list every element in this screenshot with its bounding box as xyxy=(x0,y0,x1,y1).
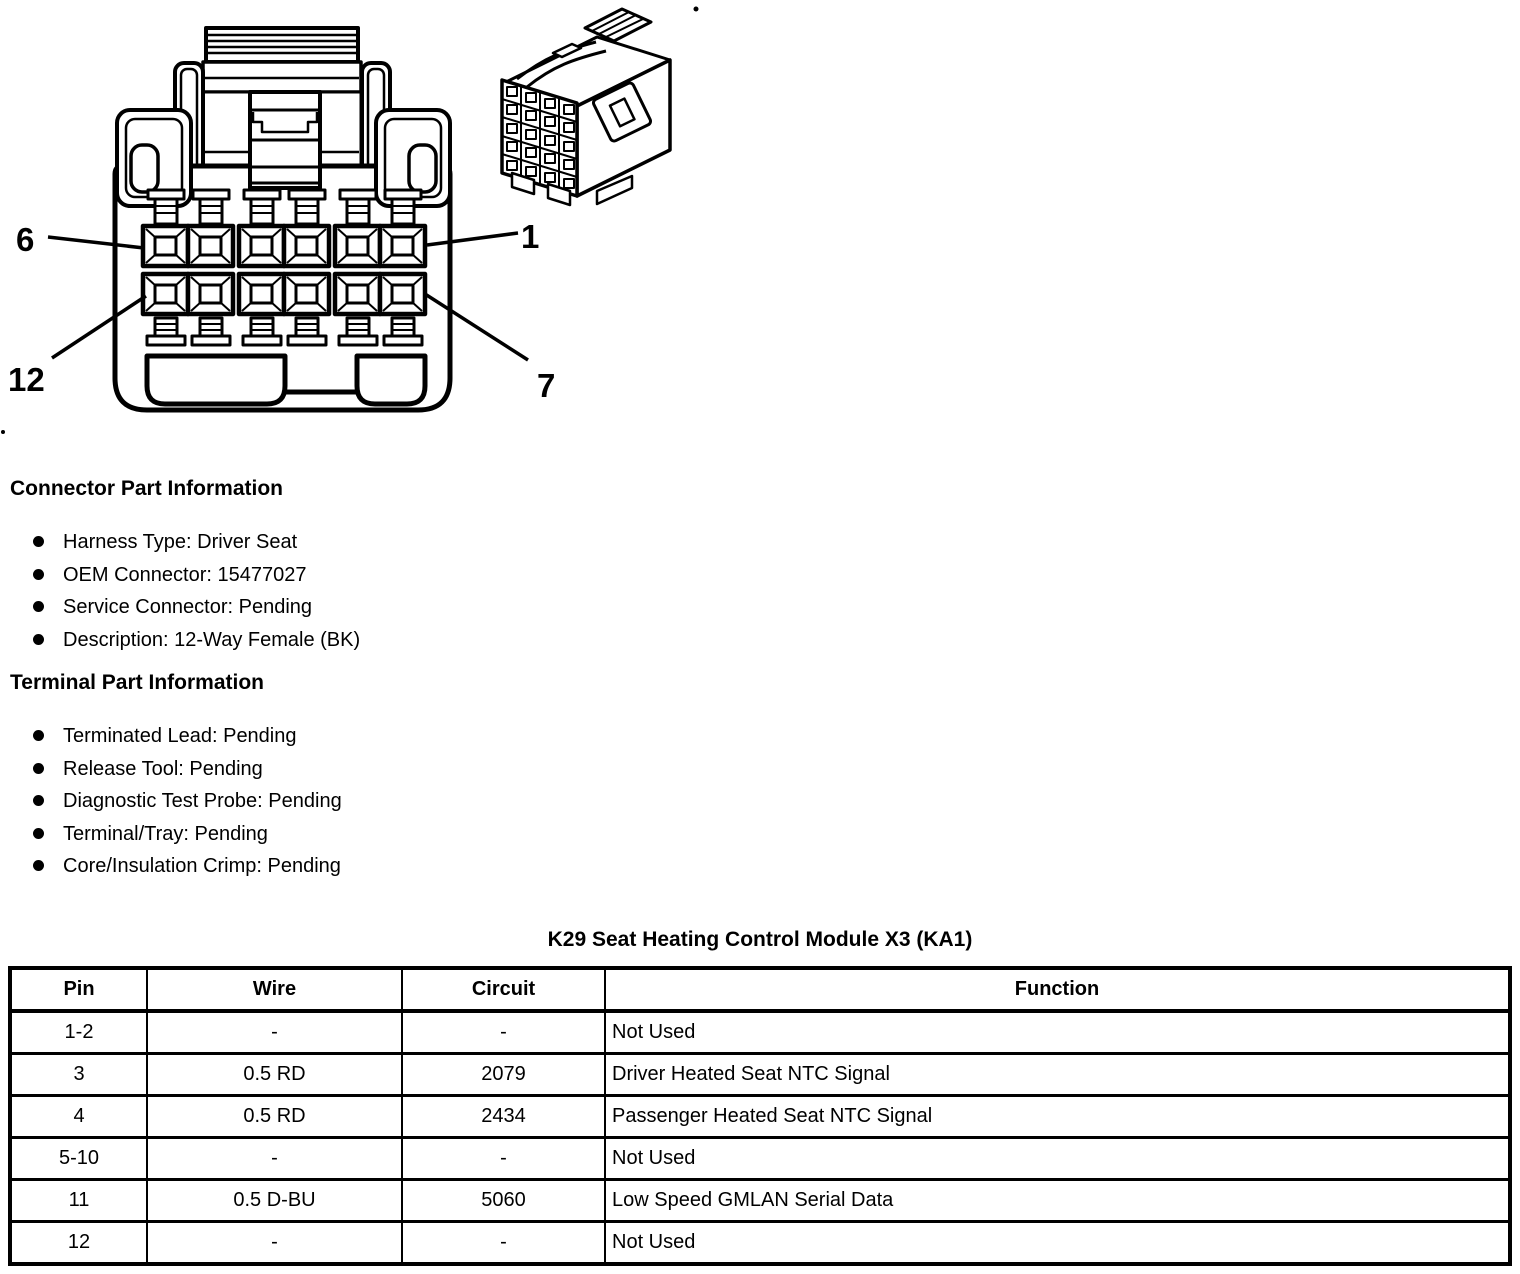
list-item-text: Release Tool: Pending xyxy=(63,757,263,780)
bullet-icon xyxy=(33,763,44,774)
isometric-view xyxy=(502,9,670,205)
cell-circuit: - xyxy=(402,1011,605,1054)
list-item-text: Description: 12-Way Female (BK) xyxy=(63,628,361,651)
col-header-function: Function xyxy=(605,968,1510,1011)
cell-wire: 0.5 D-BU xyxy=(147,1180,402,1222)
latch xyxy=(250,92,320,188)
cell-circuit: 5060 xyxy=(402,1180,605,1222)
list-item-text: OEM Connector: 15477027 xyxy=(63,563,307,586)
list-item xyxy=(27,724,342,757)
cell-function: Not Used xyxy=(605,1011,1510,1054)
bullet-icon xyxy=(33,795,44,806)
front-view xyxy=(115,28,450,410)
bullet-icon xyxy=(33,828,44,839)
cell-function: Low Speed GMLAN Serial Data xyxy=(605,1180,1510,1222)
cell-function: Passenger Heated Seat NTC Signal xyxy=(605,1096,1510,1138)
speck-dot xyxy=(1,430,5,434)
callout-label-7: 7 xyxy=(537,367,556,404)
list-item-text: Core/Insulation Crimp: Pending xyxy=(63,855,341,878)
terminal-row-top xyxy=(143,226,425,266)
list-item-text: Service Connector: Pending xyxy=(63,596,313,619)
list-item xyxy=(27,563,360,596)
speck-dot xyxy=(694,7,699,12)
cell-wire: 0.5 RD xyxy=(147,1054,402,1096)
cell-wire: 0.5 RD xyxy=(147,1096,402,1138)
pin-table xyxy=(8,966,1512,1266)
col-header-pin: Pin xyxy=(10,968,147,1011)
list-item-text: Terminal/Tray: Pending xyxy=(63,822,268,845)
callout-label-12: 12 xyxy=(8,361,45,398)
list-item-text: Terminated Lead: Pending xyxy=(63,725,297,747)
list-item-text: Diagnostic Test Probe: Pending xyxy=(63,790,342,813)
list-item xyxy=(27,595,360,628)
table-header-row xyxy=(10,968,1510,1011)
callout-label-1: 1 xyxy=(521,218,540,255)
table-row xyxy=(10,1096,1510,1138)
bullet-icon xyxy=(33,860,44,871)
col-header-circuit: Circuit xyxy=(402,968,605,1011)
list-item xyxy=(27,854,342,887)
table-row xyxy=(10,1222,1510,1265)
cell-circuit: - xyxy=(402,1138,605,1180)
list-item xyxy=(27,628,360,661)
col-header-wire: Wire xyxy=(147,968,402,1011)
cell-circuit: 2434 xyxy=(402,1096,605,1138)
connector-part-info-list xyxy=(27,530,360,660)
list-item xyxy=(27,822,342,855)
list-item xyxy=(27,789,342,822)
terminal-part-info-heading: Terminal Part Information xyxy=(10,671,264,694)
list-item xyxy=(27,757,342,790)
connector-diagram xyxy=(0,0,760,450)
cell-wire: - xyxy=(147,1222,402,1265)
list-item-text: Harness Type: Driver Seat xyxy=(63,531,298,553)
cell-function: Not Used xyxy=(605,1138,1510,1180)
cell-wire: - xyxy=(147,1011,402,1054)
table-title: K29 Seat Heating Control Module X3 (KA1) xyxy=(547,928,973,951)
cell-function: Driver Heated Seat NTC Signal xyxy=(605,1054,1510,1096)
cell-circuit: - xyxy=(402,1222,605,1265)
callout-label-6: 6 xyxy=(16,221,35,258)
bullet-icon xyxy=(33,569,44,580)
cell-pin: 5-10 xyxy=(10,1138,147,1180)
table-row xyxy=(10,1011,1510,1054)
table-row xyxy=(10,1054,1510,1096)
cell-circuit: 2079 xyxy=(402,1054,605,1096)
bullet-icon xyxy=(33,536,44,547)
cell-pin: 12 xyxy=(10,1222,147,1265)
cell-wire: - xyxy=(147,1138,402,1180)
list-item xyxy=(27,530,360,563)
cell-pin: 3 xyxy=(10,1054,147,1096)
table-row xyxy=(10,1138,1510,1180)
cell-function: Not Used xyxy=(605,1222,1510,1265)
table-row xyxy=(10,1180,1510,1222)
connector-part-info-heading: Connector Part Information xyxy=(10,477,284,500)
top-rib-block xyxy=(203,28,361,92)
cell-pin: 11 xyxy=(10,1180,147,1222)
cell-pin: 1-2 xyxy=(10,1011,147,1054)
bullet-icon xyxy=(33,730,44,741)
terminal-row-bottom xyxy=(143,274,425,314)
bullet-icon xyxy=(33,634,44,645)
cell-pin: 4 xyxy=(10,1096,147,1138)
bullet-icon xyxy=(33,601,44,612)
terminal-part-info-list xyxy=(27,724,342,887)
